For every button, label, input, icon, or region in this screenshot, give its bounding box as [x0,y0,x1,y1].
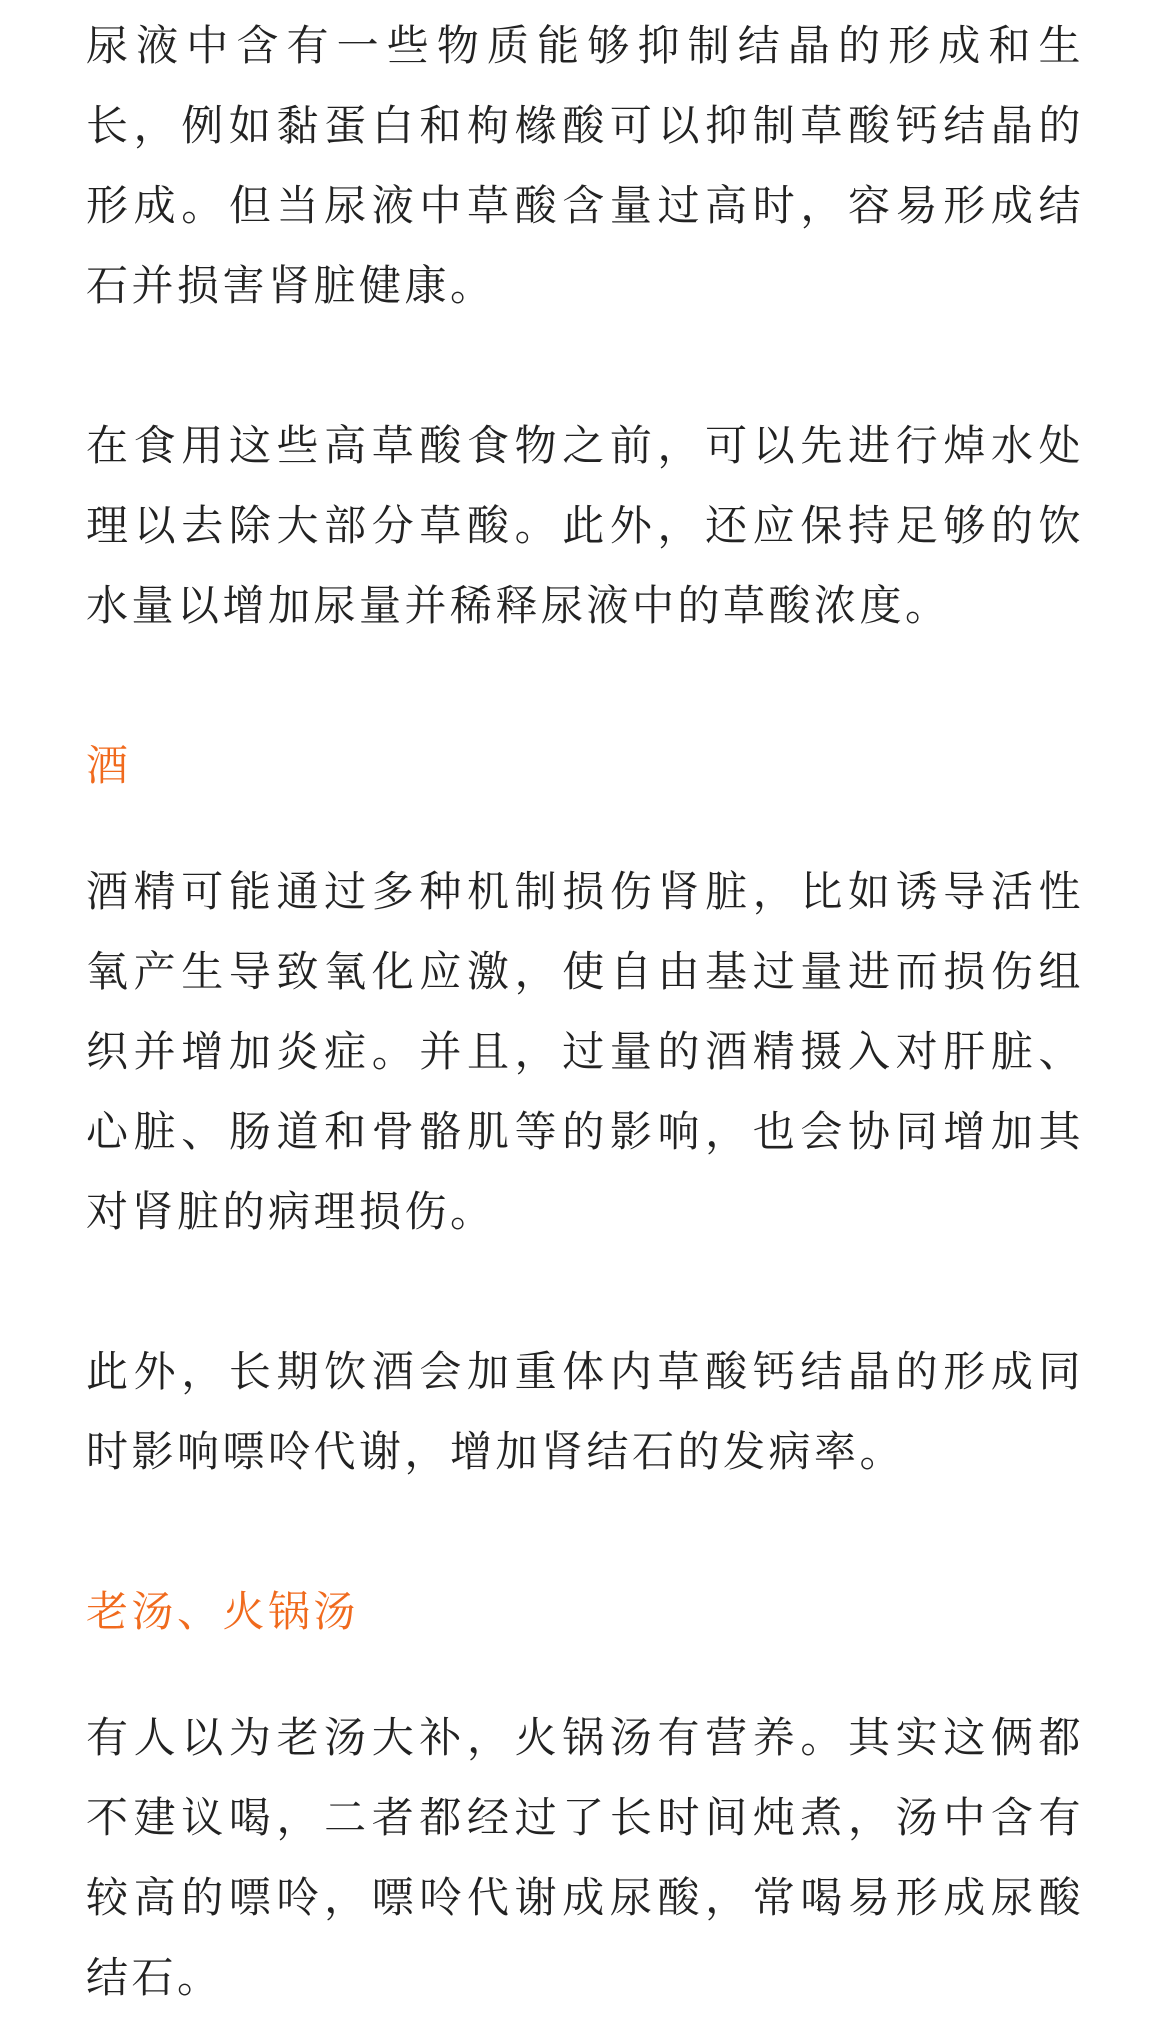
paragraph-alcohol-stones: 此外，长期饮酒会加重体内草酸钙结晶的形成同时影响嘌呤代谢，增加肾结石的发病率。 [86,1347,1084,1476]
paragraph-blanching-advice: 在食用这些高草酸食物之前，可以先进行焯水处理以去除大部分草酸。此外，还应保持足够的饮水量以增加尿量并稀释尿液中的草酸浓度。 [86,421,1084,630]
paragraph-alcohol-mechanism: 酒精可能通过多种机制损伤肾脏，比如诱导活性氧产生导致氧化应激，使自由基过量进而损伤组织并增加炎症。并且，过量的酒精摄入对肝脏、心脏、肠道和骨骼肌等的影响，也会协同增加其对肾脏的病理损伤。 [86,867,1084,1236]
section-heading-alcohol: 酒 [86,741,132,790]
section-heading-soup: 老汤、火锅汤 [86,1587,360,1636]
paragraph-soup-advice: 有人以为老汤大补，火锅汤有营养。其实这俩都不建议喝，二者都经过了长时间炖煮，汤中含有较高的嘌呤，嘌呤代谢成尿酸，常喝易形成尿酸结石。 [86,1713,1084,2002]
paragraph-urine-crystals: 尿液中含有一些物质能够抑制结晶的形成和生长，例如黏蛋白和枸橼酸可以抑制草酸钙结晶的形成。但当尿液中草酸含量过高时，容易形成结石并损害肾脏健康。 [86,21,1084,310]
